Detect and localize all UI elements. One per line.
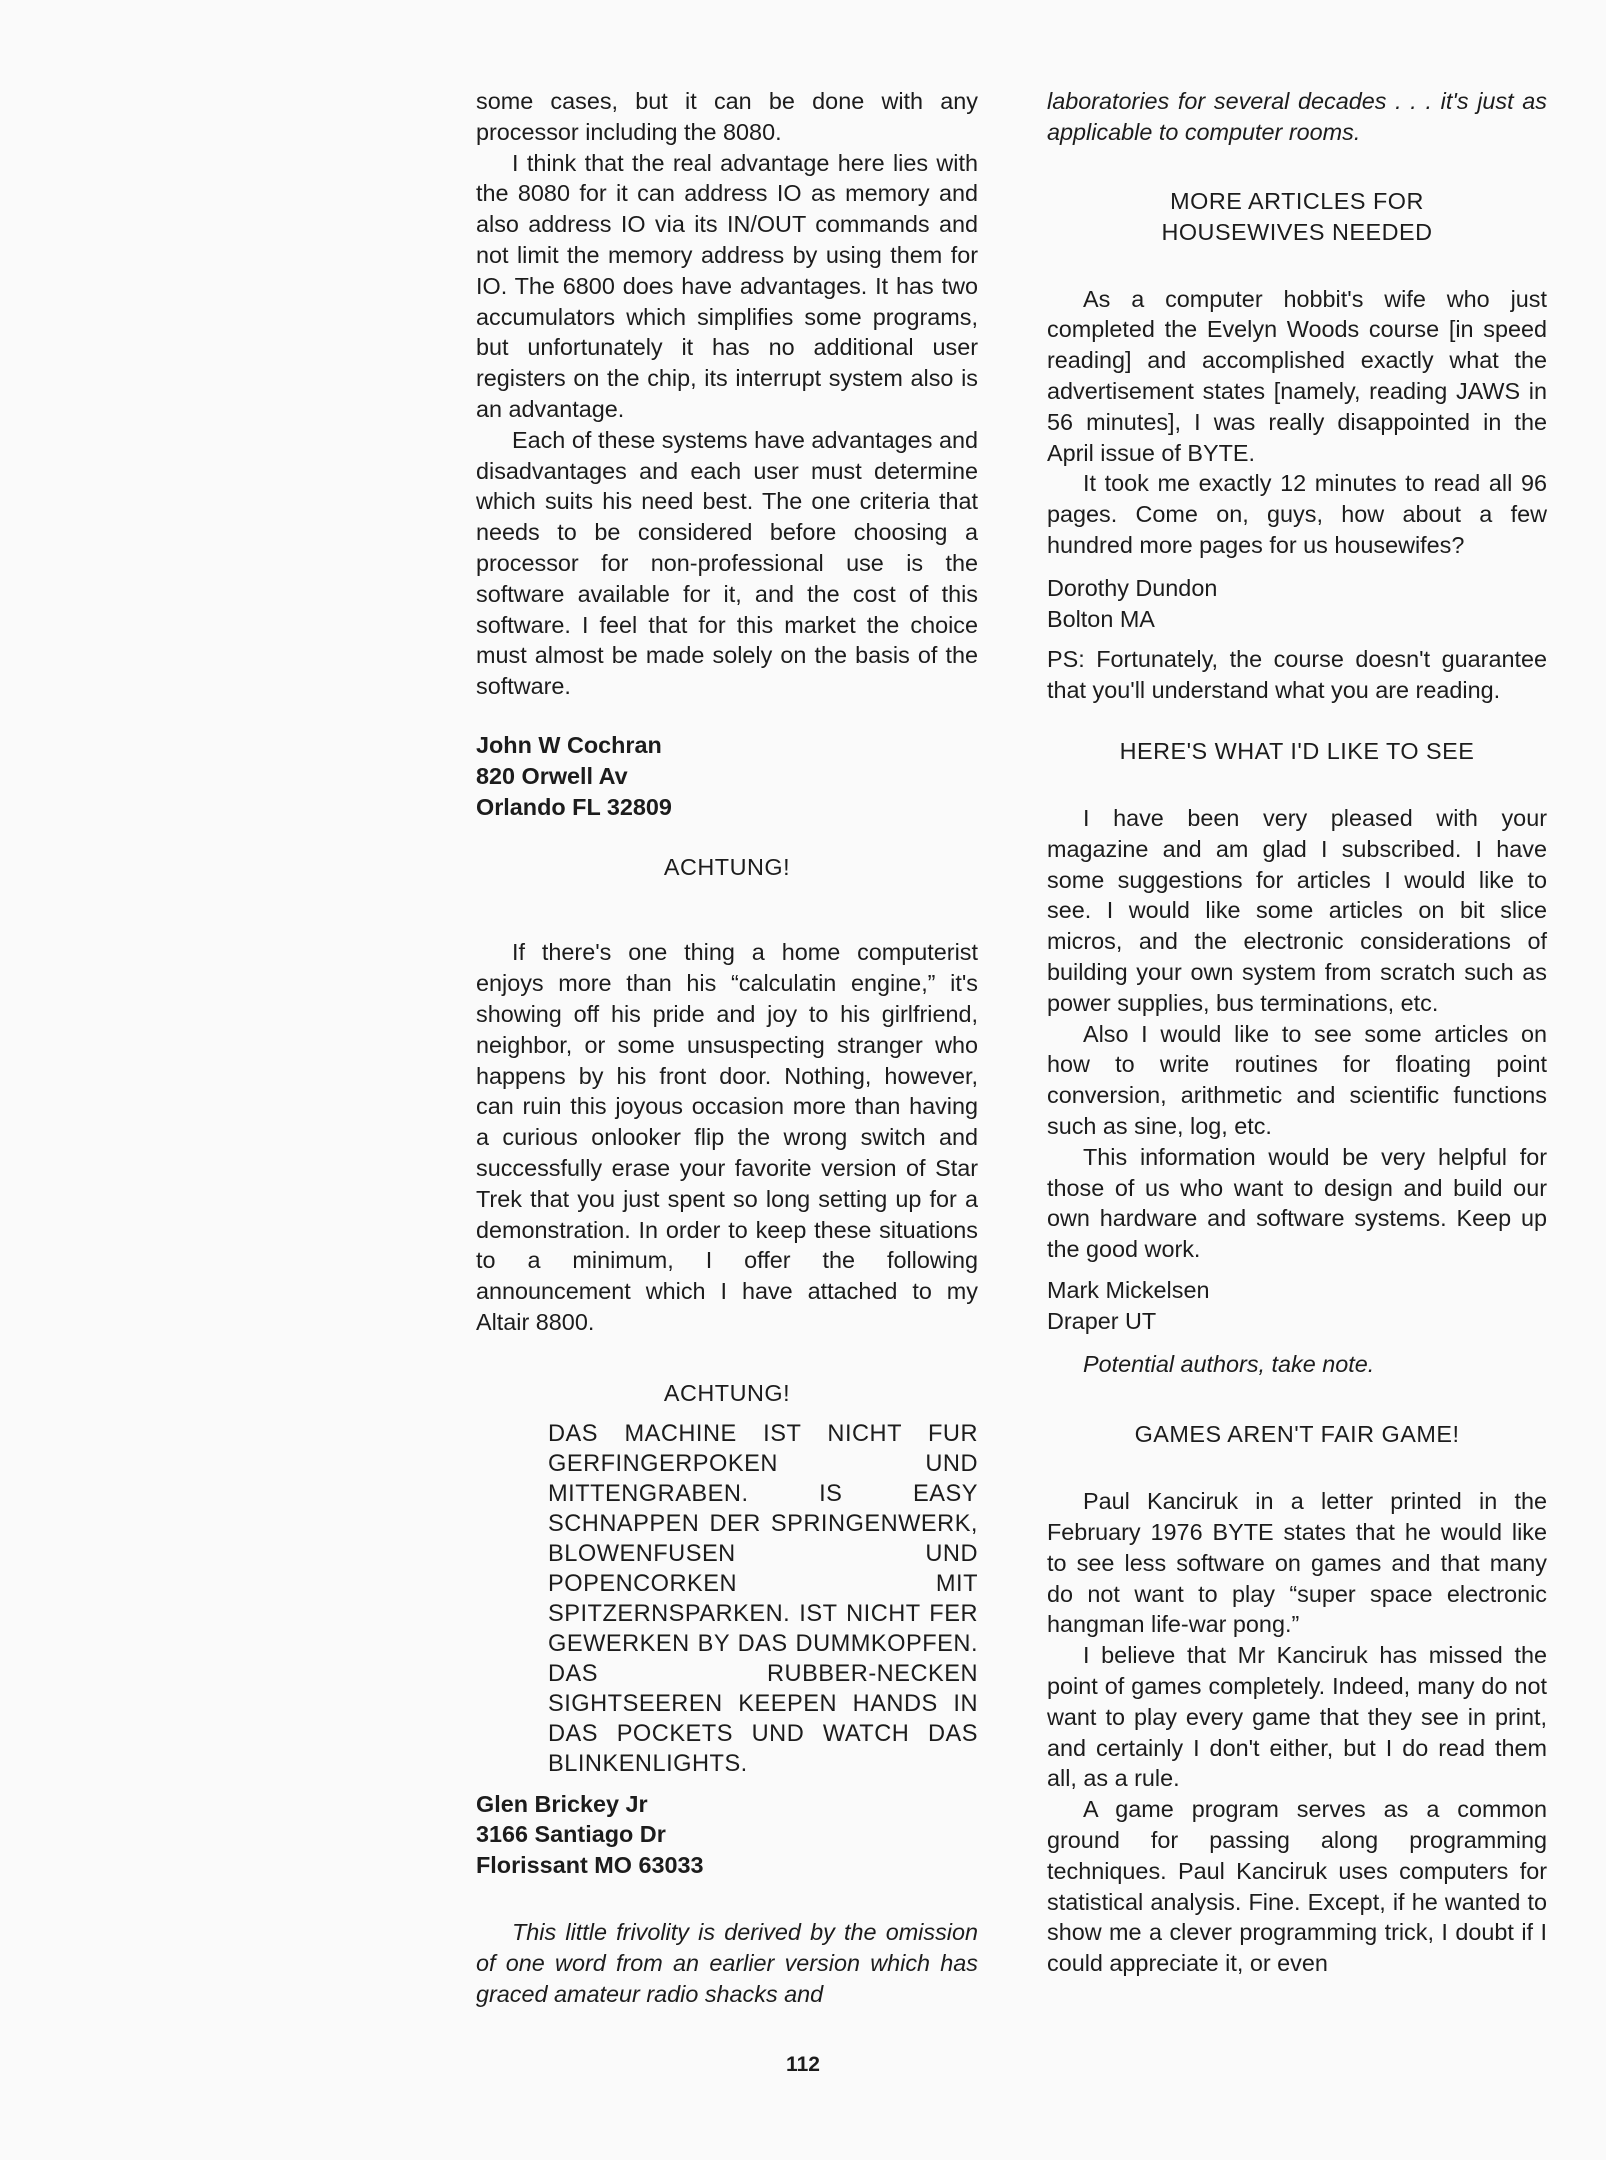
section-heading-games: GAMES AREN'T FAIR GAME! (1134, 1421, 1460, 1448)
section-heading-housewives: MORE ARTICLES FOR HOUSEWIVES NEEDED (1161, 187, 1433, 245)
letter-paragraph: Also I would like to see some articles on how to write routines for floating point conversion, arithmetic and scientific functions such as sine, log, etc. (1047, 1020, 1547, 1139)
letter-paragraph: It took me exactly 12 minutes to read all 96 pages. Come on, guys, how about a few hundred more pages for us housewifes? (1047, 470, 1547, 558)
signature-john-cochran (476, 730, 978, 822)
signature-city: Orlando FL 32809 (476, 793, 672, 820)
letter-paragraph: I have been very pleased with your magazine and am glad I subscribed. I have some suggestions for articles I would like to see. I would like some articles on bit slice micros, and the electronic considerations of building your own system from scratch such as power supplies, bus terminations, etc. (1047, 804, 1547, 1016)
letter-paragraph: I believe that Mr Kanciruk has missed the point of games completely. Indeed, many do not want to play every game that they see in print, and certainly I don't either, but I do read them all, as a rule. (1047, 1642, 1547, 1792)
letter-paragraph: I think that the real advantage here lies with the 8080 for it can address IO as memory and also address IO via its IN/OUT commands and not limit the memory address by using them for IO. The 6800 does have advantages. It has two accumulators which simplifies some programs, but unfortunately it has no additional user registers on the chip, its interrupt system also is an advantage. (476, 149, 978, 422)
signature-name: Mark Mickelsen (1047, 1276, 1210, 1303)
editor-note: Potential authors, take note. (1083, 1350, 1375, 1377)
signature-dorothy-dundon (1047, 573, 1547, 635)
postscript: PS: Fortunately, the course doesn't guarantee that you'll understand what you are reading. (1047, 646, 1547, 704)
notice-heading-achtung: ACHTUNG! (663, 1379, 791, 1406)
section-heading-like-to-see: HERE'S WHAT I'D LIKE TO SEE (1119, 737, 1475, 764)
signature-mark-mickelsen (1047, 1275, 1547, 1337)
section-heading-achtung: ACHTUNG! (663, 854, 791, 881)
signature-city: Draper UT (1047, 1307, 1157, 1334)
left-column (476, 86, 978, 2009)
letter-paragraph: A game program serves as a common ground for passing along programming techniques. Paul Kanciruk uses computers for statistical analysis. Fine. Except, if he wanted to show me a clever programming trick, I doubt if I could appreciate it, or even (1047, 1796, 1547, 1977)
letter-paragraph: This information would be very helpful for those of us who want to design and build our own hardware and software systems. Keep up the good work. (1047, 1143, 1547, 1263)
signature-address: 820 Orwell Av (476, 762, 628, 789)
signature-city: Florissant MO 63033 (476, 1852, 704, 1879)
letter-paragraph: Each of these systems have advantages and disadvantages and each user must determine which suits his need best. The one criteria that needs to be considered before choosing a processor for non-professional use is the software available for it, and the cost of this software. I feel that for this market the choice must almost be made solely on the basis of the software. (476, 426, 978, 700)
signature-name: John W Cochran (476, 731, 662, 758)
page-number: 112 (786, 2053, 820, 2076)
achtung-notice-text: DAS MACHINE IST NICHT FUR GERFINGERPOKEN UND MITTENGRABEN. IS EASY SCHNAPPEN DER SPRINGENWERK, BLOWENFUSEN UND POPENCORKEN MIT SPITZERNSPARKEN. IST NICHT FER GEWERKEN BY DAS DUMMKOPFEN. DAS RUBBER-NECKEN SIGHTSEEREN KEEPEN HANDS IN DAS POCKETS UND WATCH DAS BLINKENLIGHTS. (548, 1420, 978, 1777)
letter-paragraph: Paul Kanciruk in a letter printed in the February 1976 BYTE states that he would like to see less software on games and that many do not want to play “super space electronic hangman life-war pong.” (1047, 1488, 1547, 1638)
letter-paragraph: If there's one thing a home computerist enjoys more than his “calculatin engine,” it's showing off his pride and joy to his girlfriend, neighbor, or some unsuspecting stranger who happens by his front door. Nothing, however, can ruin this joyous occasion more than having a curious onlooker flip the wrong switch and successfully erase your favorite version of Star Trek that you just spent so long setting up for a demonstration. In order to keep these situations to a minimum, I offer the following announcement which I have attached to my Altair 8800. (476, 939, 978, 1335)
letter-paragraph: As a computer hobbit's wife who just completed the Evelyn Woods course [in speed reading] and accomplished exactly what the advertisement states [namely, reading JAWS in 56 minutes], I was really disappointed in the April issue of BYTE. (1047, 285, 1547, 466)
letter-paragraph: some cases, but it can be done with any processor including the 8080. (476, 88, 978, 145)
signature-name: Glen Brickey Jr (476, 1790, 648, 1817)
editor-note-continued: laboratories for several decades . . . it's just as applicable to computer rooms. (1047, 88, 1547, 145)
signature-address: 3166 Santiago Dr (476, 1821, 666, 1848)
signature-glen-brickey (476, 1789, 978, 1881)
signature-city: Bolton MA (1047, 605, 1155, 632)
signature-name: Dorothy Dundon (1047, 574, 1218, 601)
right-column (1047, 86, 1547, 1979)
editor-note: This little frivolity is derived by the omission of one word from an earlier version which has graced amateur radio shacks and (476, 1919, 978, 2007)
